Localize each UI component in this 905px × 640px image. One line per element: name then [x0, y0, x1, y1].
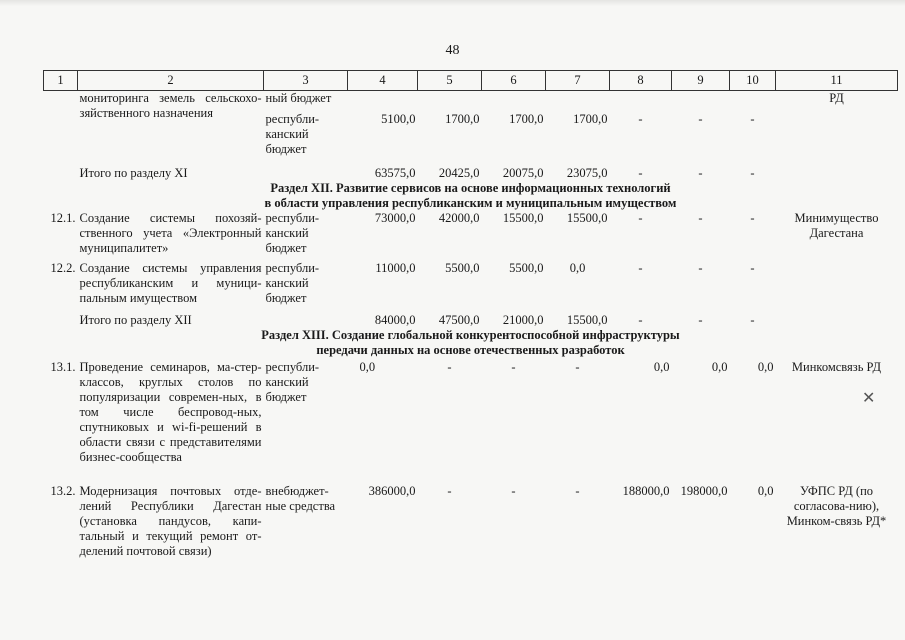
table-row [44, 358, 898, 484]
subtotal-row [44, 311, 898, 328]
amount-year: 42000,0 [438, 211, 480, 225]
amount-year: - [698, 166, 703, 180]
amount-year: 198000,0 [680, 484, 728, 498]
amount-year: - [750, 261, 755, 275]
item-number: 13.1. [50, 360, 76, 374]
amount-year: 0,0 [569, 261, 586, 275]
funding-source: внебюджет-ные средства [265, 484, 336, 513]
table-row [44, 484, 898, 559]
amount-year: 5500,0 [445, 261, 480, 275]
amount-year: - [638, 166, 643, 180]
header-cell: 6 [482, 71, 546, 91]
amount-year: 15500,0 [502, 211, 544, 225]
amount-year: 15500,0 [566, 211, 608, 225]
responsible-executor: РД [829, 91, 844, 105]
section-heading-row [44, 328, 898, 358]
amount-year: - [698, 261, 703, 275]
table-header-row [44, 71, 898, 91]
amount-year: 0,0 [757, 484, 774, 498]
table-row [44, 261, 898, 311]
amount-total: 63575,0 [374, 166, 416, 180]
table-row [44, 211, 898, 261]
amount-total: 11000,0 [375, 261, 416, 275]
amount-year: - [698, 112, 703, 126]
header-cell: 1 [44, 71, 78, 91]
amount-year: 21000,0 [502, 313, 544, 327]
funding-source: республи-канский бюджет [265, 360, 320, 404]
program-table [43, 70, 898, 559]
amount-year: 1700,0 [445, 112, 480, 126]
subtotal-label: Итого по разделу XII [79, 313, 192, 327]
measure-description: Создание системы управления республиканским и муници-пальным имуществом [79, 261, 262, 305]
amount-total: 386000,0 [368, 484, 416, 498]
measure-description: Создание системы похозяй-ственного учета «Электронный муниципалитет» [79, 211, 262, 255]
header-cell: 7 [546, 71, 610, 91]
section-title-line: в области управления республиканским и муниципальным имуществом [264, 196, 677, 210]
header-cell: 3 [264, 71, 348, 91]
amount-year: - [750, 211, 755, 225]
subtotal-row [44, 162, 898, 181]
section-title-line: Раздел XIII. Создание глобальной конкурентоспособной инфраструктуры [261, 328, 680, 342]
header-cell: 11 [776, 71, 898, 91]
section-xiii-heading [44, 328, 898, 358]
handwritten-tick-mark: ✕ [862, 390, 876, 407]
measure-description: Модернизация почтовых отде-лений Республики Дагестан (установка пандусов, капи-тальный и текущий ремонт от-делений почтовой связи) [79, 484, 262, 558]
section-heading-row [44, 181, 898, 211]
amount-year: 20075,0 [502, 166, 544, 180]
measure-description: Проведение семинаров, ма-стер-классов, круглых столов по популяризации современ-ных, в том числе беспровод-ных, спутниковых и wi-fi-решений в области связи с представителями бизнес-сообщества [79, 360, 262, 464]
item-number: 12.2. [50, 261, 76, 275]
item-number: 12.1. [50, 211, 76, 225]
amount-year: - [447, 360, 452, 374]
amount-year: - [575, 360, 580, 374]
amount-year: 0,0 [653, 360, 670, 374]
header-cell: 10 [730, 71, 776, 91]
amount-total: 0,0 [359, 360, 376, 374]
measure-description: мониторинга земель сельскохо-зяйственного назначения [79, 91, 262, 120]
amount-year: 20425,0 [438, 166, 480, 180]
amount-year: - [750, 112, 755, 126]
amount-year: - [638, 313, 643, 327]
amount-year: 47500,0 [438, 313, 480, 327]
header-cell: 4 [348, 71, 418, 91]
amount-year: - [511, 484, 516, 498]
amount-year: 5500,0 [509, 261, 544, 275]
header-cell: 8 [610, 71, 672, 91]
scan-edge [0, 0, 905, 6]
table-row [44, 91, 898, 107]
page-number: 48 [445, 43, 460, 58]
responsible-executor: УФПС РД (по согласова-нию), Минком-связь РД* [786, 484, 887, 528]
amount-year: - [575, 484, 580, 498]
amount-total: 84000,0 [374, 313, 416, 327]
responsible-executor: Минкомсвязь РД [791, 360, 882, 374]
subtotal-label: Итого по разделу XI [79, 166, 188, 180]
amount-year: 0,0 [711, 360, 728, 374]
amount-year: - [638, 112, 643, 126]
amount-year: - [511, 360, 516, 374]
header-cell: 9 [672, 71, 730, 91]
amount-total: 5100,0 [381, 112, 416, 126]
amount-year: - [638, 261, 643, 275]
amount-year: 15500,0 [566, 313, 608, 327]
amount-year: 188000,0 [622, 484, 670, 498]
funding-source: республи-канский бюджет [265, 211, 320, 255]
amount-year: 1700,0 [509, 112, 544, 126]
amount-year: - [698, 211, 703, 225]
amount-year: 1700,0 [573, 112, 608, 126]
amount-year: 0,0 [757, 360, 774, 374]
header-cell: 2 [78, 71, 264, 91]
amount-total: 73000,0 [374, 211, 416, 225]
amount-year: - [638, 211, 643, 225]
amount-year: - [447, 484, 452, 498]
funding-source: республи-канский бюджет [265, 261, 320, 305]
amount-year: - [698, 313, 703, 327]
responsible-executor: Минимущество Дагестана [794, 211, 879, 240]
funding-source: ный бюджет [265, 91, 332, 105]
section-title-line: передачи данных на основе отечественных разработок [316, 343, 625, 357]
amount-year: - [750, 166, 755, 180]
section-title-line: Раздел XII. Развитие сервисов на основе информационных технологий [270, 181, 671, 195]
section-xii-heading [44, 181, 898, 211]
item-number: 13.2. [50, 484, 76, 498]
funding-source: республи-канский бюджет [265, 112, 320, 156]
amount-year: 23075,0 [566, 166, 608, 180]
header-cell: 5 [418, 71, 482, 91]
amount-year: - [750, 313, 755, 327]
